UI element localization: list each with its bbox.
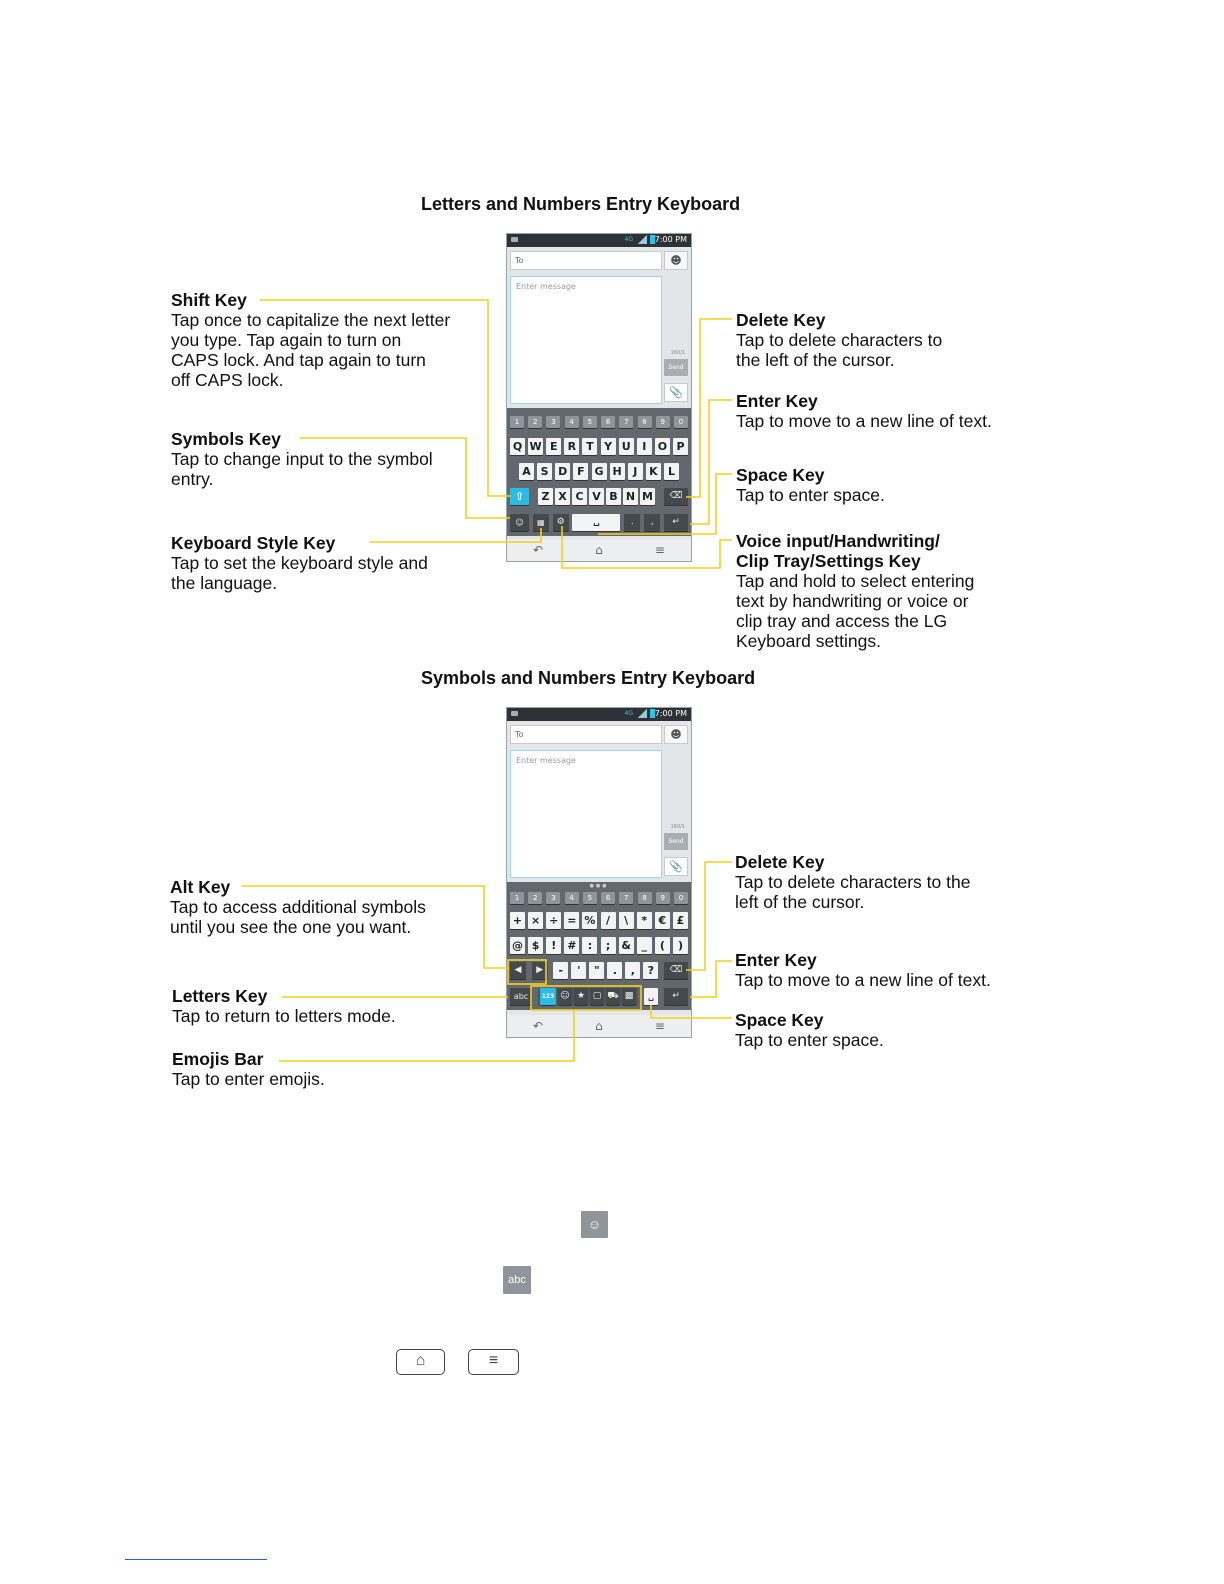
symbol-key[interactable]: ( [655, 937, 670, 954]
shift-callout-line [260, 300, 511, 496]
delete-callout-line-2 [686, 862, 732, 970]
enter-key-callout-2: Enter Key Tap to move to a new line of text. [735, 950, 991, 990]
back-icon[interactable]: ↶ [533, 1019, 544, 1033]
period-key[interactable]: . [624, 514, 640, 531]
letter-key[interactable]: I [637, 438, 652, 455]
status-time: 7:00 PM [654, 709, 687, 718]
enter-callout-line-2 [690, 961, 732, 997]
symbols-key[interactable]: ☺ [510, 514, 529, 531]
letter-key[interactable]: S [537, 463, 552, 480]
page-dots: ●●● [589, 883, 609, 889]
letter-key[interactable]: V [589, 488, 604, 505]
to-field[interactable]: To [510, 725, 662, 744]
symbol-key[interactable]: € [655, 912, 670, 929]
symbol-key[interactable]: - [553, 962, 568, 979]
status-time: 7:00 PM [654, 235, 687, 244]
menu-key-icon: ≡ [468, 1349, 519, 1375]
number-key[interactable]: 3 [546, 892, 560, 904]
symbol-key[interactable]: ' [571, 962, 586, 979]
letter-key[interactable]: Z [538, 488, 553, 505]
style-callout-line [370, 528, 541, 542]
number-key[interactable]: 1 [510, 416, 524, 428]
emojis-bar-highlight [531, 986, 641, 1010]
emoji-smiley-icon[interactable]: ☺ [558, 988, 572, 1005]
symbol-key[interactable]: £ [673, 912, 688, 929]
letter-key[interactable]: W [529, 440, 542, 453]
contact-icon[interactable]: ☻ [664, 725, 688, 744]
attach-icon[interactable]: 📎 [664, 857, 688, 876]
symbol-key[interactable]: ÷ [546, 912, 561, 929]
letter-key[interactable]: F [573, 463, 588, 480]
number-key[interactable]: 5 [583, 416, 597, 428]
emoji-123-tab[interactable]: 123 [540, 988, 556, 1005]
letter-key[interactable]: G [592, 463, 607, 480]
symbol-key[interactable]: $ [528, 937, 543, 954]
to-field[interactable]: To [510, 251, 662, 270]
space-key[interactable]: ␣ [572, 514, 620, 531]
symbol-key[interactable]: ; [601, 937, 616, 954]
keyboard-style-key-callout: Keyboard Style Key Tap to set the keyboard style and the language. [171, 533, 428, 593]
letters-keyboard-title: Letters and Numbers Entry Keyboard [421, 194, 741, 214]
network-label: 4G [624, 710, 633, 717]
settings-key[interactable]: ⚙ [553, 514, 569, 531]
emoji-car-icon[interactable]: ⛟ [606, 988, 620, 1005]
symbol-key[interactable]: , [625, 962, 640, 979]
letter-key[interactable]: L [664, 463, 679, 480]
symbol-key[interactable]: : [582, 937, 597, 954]
symbols-callout-line [300, 438, 510, 518]
letter-key[interactable]: O [655, 438, 670, 455]
symbol-key[interactable]: & [619, 937, 634, 954]
symbol-key[interactable]: * [637, 912, 652, 929]
number-key[interactable]: 4 [565, 416, 579, 428]
enter-key-callout: Enter Key Tap to move to a new line of text. [736, 391, 992, 431]
letters-key-callout: Letters Key Tap to return to letters mode. [172, 986, 396, 1026]
alt-key-callout: Alt Key Tap to access additional symbols until you see the one you want. [170, 877, 426, 937]
letter-key[interactable]: E [546, 438, 561, 455]
delete-key-callout: Delete Key Tap to delete characters to the left of the cursor. [736, 310, 943, 370]
footnote-rule [125, 1559, 267, 1560]
symbols-keyboard-title: Symbols and Numbers Entry Keyboard [421, 668, 756, 688]
home-key-icon: ⌂ [396, 1349, 445, 1375]
space-key[interactable]: ␣ [644, 988, 658, 1005]
letter-key[interactable]: B [606, 488, 621, 505]
network-label: 4G [624, 236, 633, 243]
back-icon[interactable]: ↶ [533, 543, 544, 557]
menu-icon[interactable]: ≡ [654, 543, 665, 557]
attach-icon[interactable]: 📎 [664, 383, 688, 402]
voice-settings-key-callout: Voice input/Handwriting/ Clip Tray/Settings Key Tap and hold to select entering text by handwriting or voice or clip tray and access the LG Keyboard settings. [736, 531, 975, 651]
letter-key[interactable]: Y [601, 438, 616, 455]
char-counter: 160/1 [670, 824, 685, 830]
number-key[interactable]: 2 [528, 892, 542, 904]
symbol-key[interactable]: . [607, 962, 622, 979]
number-key[interactable]: 5 [583, 892, 597, 904]
symbol-key[interactable]: % [584, 914, 596, 927]
letter-key[interactable]: U [619, 438, 634, 455]
message-field[interactable]: Enter message [510, 276, 662, 404]
home-icon[interactable]: ⌂ [595, 543, 603, 557]
symbol-key[interactable]: = [564, 912, 579, 929]
symbol-key[interactable]: \ [619, 912, 634, 929]
emojis-callout-line [279, 1010, 574, 1061]
symbol-key[interactable]: @ [512, 939, 523, 952]
symbol-key[interactable]: # [564, 937, 579, 954]
symbols-key-callout: Symbols Key Tap to change input to the symbol entry. [171, 429, 433, 489]
letter-key[interactable]: X [555, 488, 570, 505]
alt-key-highlight [508, 960, 546, 984]
symbol-key[interactable]: " [589, 962, 604, 979]
number-key[interactable]: 7 [619, 892, 633, 904]
number-key[interactable]: 0 [674, 892, 688, 904]
letter-key[interactable]: M [640, 488, 655, 505]
enter-callout-line [690, 400, 732, 524]
letter-key[interactable]: R [564, 438, 579, 455]
letter-key[interactable]: J [628, 463, 643, 480]
letter-key[interactable]: A [519, 463, 534, 480]
number-key[interactable]: 4 [565, 892, 579, 904]
symbols-key-icon: ☺ [581, 1211, 608, 1238]
letters-key[interactable]: abc [510, 988, 532, 1005]
symbol-key[interactable]: / [601, 912, 616, 929]
number-key[interactable]: 9 [656, 416, 670, 428]
number-key[interactable]: 8 [638, 892, 652, 904]
symbol-key[interactable]: ? [643, 962, 658, 979]
space-key-callout: Space Key Tap to enter space. [736, 465, 885, 505]
voice-callout-line [562, 526, 732, 568]
number-key[interactable]: 8 [638, 416, 652, 428]
number-key[interactable]: 3 [546, 416, 560, 428]
number-key[interactable]: 1 [510, 892, 524, 904]
number-key[interactable]: 7 [619, 416, 633, 428]
emojis-bar-callout: Emojis Bar Tap to enter emojis. [172, 1049, 325, 1089]
contact-icon[interactable]: ☻ [664, 251, 688, 270]
letter-key[interactable]: C [572, 488, 587, 505]
enter-key[interactable]: ↵ [664, 988, 688, 1005]
symbol-key[interactable]: ) [673, 937, 688, 954]
alt-right-key[interactable]: ▶ [532, 962, 548, 979]
letter-key[interactable]: T [582, 438, 597, 455]
message-field[interactable]: Enter message [510, 750, 662, 878]
space-callout-line-2 [651, 1005, 732, 1018]
letter-key[interactable]: K [646, 463, 661, 480]
home-icon[interactable]: ⌂ [595, 1019, 603, 1033]
letter-key[interactable]: D [555, 463, 570, 480]
send-button[interactable]: Send [664, 833, 688, 850]
emoji-object-icon[interactable]: ▢ [590, 988, 604, 1005]
keyboard-style-key[interactable]: ▦ [533, 514, 549, 531]
letter-key[interactable]: N [623, 488, 638, 505]
enter-key[interactable]: ↵ [664, 514, 688, 531]
space-key-callout-2: Space Key Tap to enter space. [735, 1010, 884, 1050]
send-button[interactable]: Send [664, 359, 688, 376]
delete-key[interactable]: ⌫ [664, 962, 688, 979]
number-key[interactable]: 0 [674, 416, 688, 428]
symbol-key[interactable]: ! [546, 937, 561, 954]
alt-callout-line [242, 886, 509, 968]
delete-key[interactable]: ⌫ [664, 488, 688, 505]
comma-key[interactable]: , [644, 514, 660, 531]
letters-key-icon: abc [503, 1266, 531, 1294]
char-counter: 160/1 [670, 350, 685, 356]
emoji-symbol-icon[interactable]: ▩ [622, 988, 636, 1005]
letter-key[interactable]: Q [510, 438, 525, 455]
symbol-key[interactable]: × [528, 912, 543, 929]
symbol-key[interactable]: + [510, 912, 525, 929]
menu-icon[interactable]: ≡ [654, 1019, 665, 1033]
number-key[interactable]: 6 [601, 416, 615, 428]
shift-key-callout: Shift Key Tap once to capitalize the next letter you type. Tap again to turn on CAPS lock. And tap again to turn off CAPS lock. [171, 290, 451, 390]
alt-left-key[interactable]: ◀ [510, 962, 526, 979]
shift-key[interactable]: ⇧ [510, 488, 529, 505]
emoji-star-icon[interactable]: ★ [574, 988, 588, 1005]
number-key[interactable]: 6 [601, 892, 615, 904]
number-key[interactable]: 2 [528, 416, 542, 428]
symbol-key[interactable]: _ [637, 937, 652, 954]
number-key[interactable]: 9 [656, 892, 670, 904]
delete-key-callout-2: Delete Key Tap to delete characters to the left of the cursor. [735, 852, 971, 912]
letter-key[interactable]: P [673, 438, 688, 455]
space-callout-line [598, 474, 732, 534]
letter-key[interactable]: H [610, 463, 625, 480]
